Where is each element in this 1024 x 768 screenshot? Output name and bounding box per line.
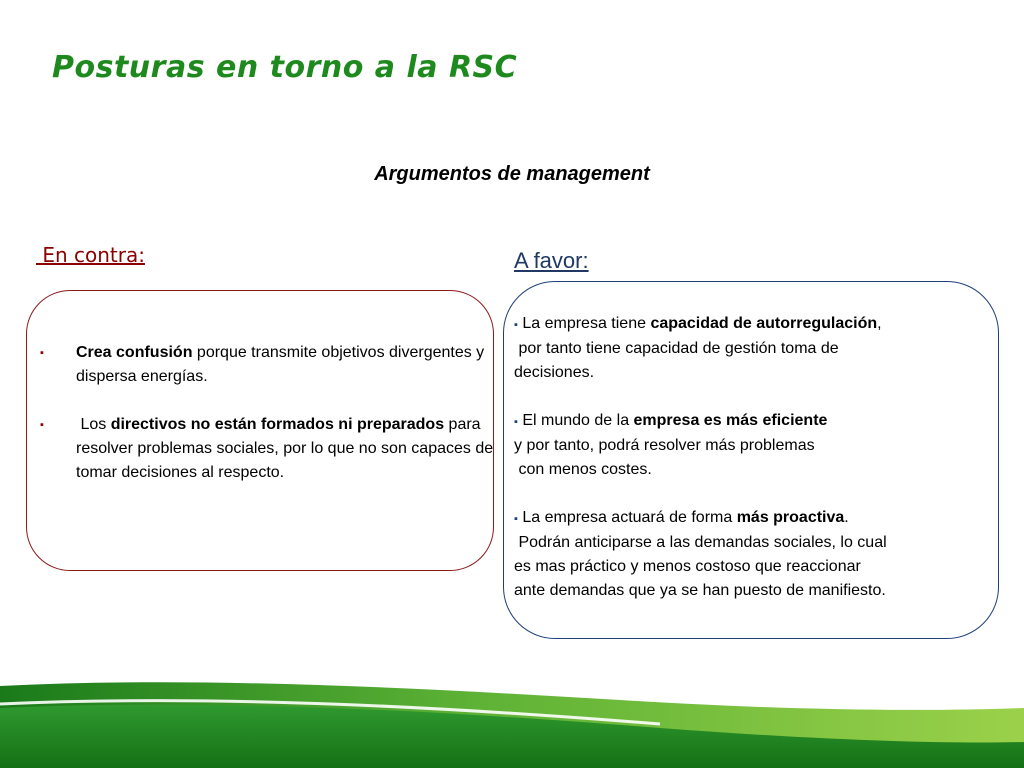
square-bullet-icon: ▪ — [514, 416, 518, 428]
favor-item-3-bold: más proactiva — [736, 509, 845, 526]
contra-item-1-text: porque transmite objetivos divergentes y dispersa energías. — [76, 344, 485, 385]
contra-list — [40, 341, 496, 485]
favor-item-1 — [514, 312, 994, 385]
favor-item-2 — [514, 409, 994, 482]
favor-item-3-punct: . — [844, 509, 849, 526]
favor-item-3 — [514, 506, 994, 603]
favor-item-1-pre: La empresa tiene — [517, 315, 651, 332]
square-bullet-icon: ▪ — [40, 347, 44, 359]
square-bullet-icon: ▪ — [514, 319, 518, 331]
heading-en-contra: En contra: — [36, 243, 145, 267]
favor-item-1-line2: por tanto tiene capacidad de gestión toma de — [514, 340, 839, 357]
favor-item-2-pre: El mundo de la — [517, 412, 634, 429]
contra-item-2-text: para resolver problemas sociales, por lo que no son capaces de tomar decisiones al respecto. — [76, 416, 494, 481]
favor-item-3-line3: es mas práctico y menos costoso que reaccionar — [514, 558, 861, 575]
favor-item-1-line3: decisiones. — [514, 364, 595, 381]
favor-item-3-line2: Podrán anticiparse a las demandas sociales, lo cual — [514, 534, 887, 551]
favor-list — [514, 312, 994, 603]
contra-item-1 — [40, 341, 496, 389]
favor-item-3-pre: La empresa actuará de forma — [517, 509, 737, 526]
favor-item-1-punct: , — [877, 315, 882, 332]
section-subtitle: Argumentos de management — [374, 163, 650, 185]
favor-item-3-line4: ante demandas que ya se han puesto de manifiesto. — [514, 582, 886, 599]
slide-title: Posturas en torno a la RSC — [52, 50, 518, 85]
contra-item-1-bold: Crea confusión — [76, 344, 193, 361]
heading-a-favor: A favor: — [514, 248, 589, 273]
contra-item-2-pre: Los — [76, 416, 111, 433]
square-bullet-icon: ▪ — [40, 419, 44, 431]
contra-item-2 — [40, 413, 496, 485]
contra-item-2-bold: directivos no están formados ni preparados — [110, 416, 445, 433]
favor-item-2-line2: y por tanto, podrá resolver más problemas — [514, 437, 815, 454]
favor-item-1-bold: capacidad de autorregulación — [650, 315, 878, 332]
footer-wave-decoration — [0, 668, 1024, 768]
favor-item-2-line3: con menos costes. — [514, 461, 652, 478]
favor-item-2-bold: empresa es más eficiente — [633, 412, 828, 429]
square-bullet-icon: ▪ — [514, 513, 518, 525]
